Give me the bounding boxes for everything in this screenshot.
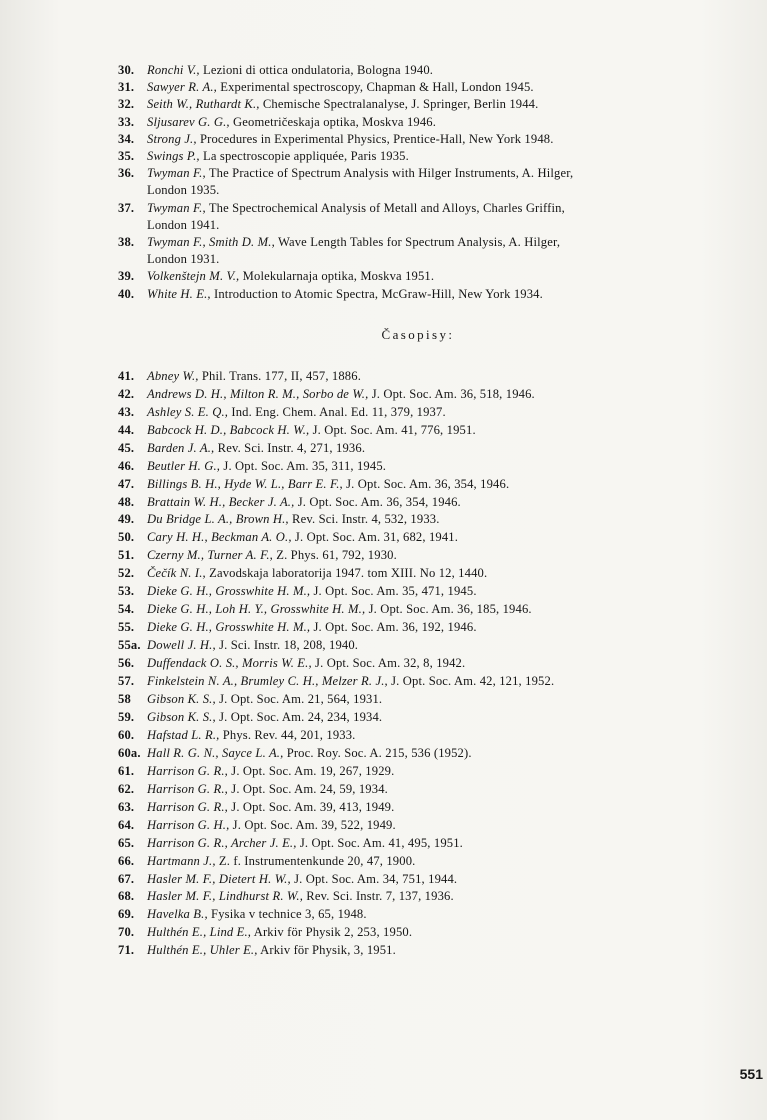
reference-authors: Volkenštejn M. V., <box>147 269 240 284</box>
reference-entry <box>118 619 758 637</box>
reference-body <box>147 547 758 565</box>
reference-body <box>147 368 758 386</box>
reference-number: 70. <box>118 925 135 940</box>
reference-number: 53. <box>118 584 135 599</box>
reference-entry <box>118 148 758 165</box>
reference-body <box>147 601 758 619</box>
reference-authors: Cary H. H., Beckman A. O., <box>147 530 292 545</box>
reference-details: Rev. Sci. Instr. 4, 271, 1936. <box>214 440 366 455</box>
reference-entry <box>118 458 758 476</box>
reference-entry <box>118 368 758 386</box>
reference-entry <box>118 234 758 268</box>
reference-body <box>147 691 758 709</box>
reference-details: J. Opt. Soc. Am. 35, 471, 1945. <box>310 584 477 599</box>
reference-number: 71. <box>118 943 135 958</box>
reference-body <box>147 619 758 637</box>
reference-number: 31. <box>118 80 135 95</box>
reference-details: J. Opt. Soc. Am. 36, 192, 1946. <box>310 620 477 635</box>
reference-body <box>147 200 758 234</box>
reference-details: J. Opt. Soc. Am. 34, 751, 1944. <box>290 871 458 886</box>
reference-body <box>147 148 758 165</box>
reference-authors: Ashley S. E. Q., <box>147 404 229 419</box>
reference-entry <box>118 691 758 709</box>
reference-details: J. Opt. Soc. Am. 32, 8, 1942. <box>311 656 466 671</box>
reference-entry <box>118 781 758 799</box>
reference-number: 36. <box>118 166 135 181</box>
reference-authors: Harrison G. R., <box>147 799 228 814</box>
reference-details: J. Opt. Soc. Am. 24, 59, 1934. <box>227 781 388 796</box>
reference-number: 66. <box>118 853 135 868</box>
reference-details: J. Opt. Soc. Am. 39, 522, 1949. <box>229 817 396 832</box>
reference-number: 54. <box>118 602 135 617</box>
reference-number: 67. <box>118 871 135 886</box>
reference-body <box>147 673 758 691</box>
reference-body <box>147 494 758 512</box>
reference-number: 61. <box>118 763 135 778</box>
reference-details: J. Opt. Soc. Am. 36, 354, 1946. <box>294 494 461 509</box>
reference-authors: Gibson K. S., <box>147 692 216 706</box>
reference-authors: Twyman F., Smith D. M., <box>147 235 275 250</box>
reference-body <box>147 96 758 113</box>
reference-authors: Seith W., Ruthardt K., <box>147 97 260 112</box>
reference-entry <box>118 200 758 234</box>
reference-entry <box>118 386 758 404</box>
reference-body <box>147 583 758 601</box>
reference-entry <box>118 888 758 906</box>
reference-details: The Spectrochemical Analysis of Metall and Alloys, Charles Griffin, <box>205 200 565 215</box>
reference-details: Procedures in Experimental Physics, Prentice-Hall, New York 1948. <box>196 131 554 146</box>
reference-entry <box>118 835 758 853</box>
reference-number: 44. <box>118 422 135 437</box>
reference-details: Ind. Eng. Chem. Anal. Ed. 11, 379, 1937. <box>228 404 446 419</box>
reference-details: Phil. Trans. 177, II, 457, 1886. <box>198 368 361 383</box>
reference-details: Wave Length Tables for Spectrum Analysis, A. Hilger, <box>274 235 561 250</box>
reference-authors: Sljusarev G. G., <box>147 114 230 129</box>
reference-continuation: London 1935. <box>147 183 220 198</box>
reference-authors: Hulthén E., Uhler E., <box>147 943 258 958</box>
reference-details: J. Opt. Soc. Am. 41, 495, 1951. <box>296 835 463 850</box>
reference-number: 34. <box>118 131 135 146</box>
reference-entry <box>118 268 758 285</box>
reference-entry <box>118 871 758 889</box>
reference-authors: Hall R. G. N., Sayce L. A., <box>147 745 284 760</box>
reference-authors: Finkelstein N. A., Brumley C. H., Melzer R. J., <box>147 674 388 689</box>
reference-number: 64. <box>118 817 135 832</box>
reference-details: Experimental spectroscopy, Chapman & Hall, London 1945. <box>216 80 534 95</box>
reference-authors: Swings P., <box>147 149 200 164</box>
reference-authors: Abney W., <box>147 368 199 383</box>
section-heading: Časopisy: <box>381 326 455 342</box>
reference-authors: Harrison G. R., <box>147 763 228 778</box>
reference-number: 55. <box>118 620 135 635</box>
reference-number: 60a. <box>118 745 141 760</box>
reference-details: Rev. Sci. Instr. 4, 532, 1933. <box>288 512 440 527</box>
reference-body <box>147 781 758 799</box>
reference-body <box>147 476 758 494</box>
reference-body <box>147 114 758 131</box>
reference-authors: Twyman F., <box>147 166 206 181</box>
reference-entry <box>118 601 758 619</box>
reference-details: J. Opt. Soc. Am. 19, 267, 1929. <box>227 763 395 778</box>
reference-authors: Hartmann J., <box>147 853 216 868</box>
reference-continuation: London 1941. <box>147 217 220 232</box>
reference-entry <box>118 673 758 691</box>
reference-details: J. Opt. Soc. Am. 24, 234, 1934. <box>215 709 383 724</box>
reference-entry <box>118 763 758 781</box>
reference-body <box>147 655 758 673</box>
reference-body <box>147 62 758 79</box>
reference-authors: Čečík N. I., <box>147 566 206 581</box>
reference-details: Fysika v technice 3, 65, 1948. <box>207 907 367 922</box>
reference-body <box>147 268 758 285</box>
reference-entry <box>118 529 758 547</box>
reference-details: J. Opt. Soc. Am. 31, 682, 1941. <box>291 530 459 545</box>
reference-details: Z. Phys. 61, 792, 1930. <box>272 548 397 563</box>
reference-body <box>147 888 758 906</box>
reference-entry <box>118 906 758 924</box>
reference-entry <box>118 853 758 871</box>
reference-authors: Dieke G. H., Grosswhite H. M., <box>147 584 311 599</box>
reference-number: 42. <box>118 386 135 401</box>
reference-entry <box>118 114 758 131</box>
reference-authors: Ronchi V., <box>147 63 200 77</box>
reference-body <box>147 458 758 476</box>
reference-authors: Dowell J. H., <box>147 638 216 653</box>
reference-details: Chemische Spectralanalyse, J. Springer, Berlin 1944. <box>259 97 539 112</box>
reference-list <box>118 62 758 960</box>
reference-authors: Czerny M., Turner A. F., <box>147 548 273 563</box>
reference-authors: Dieke G. H., Loh H. Y., Grosswhite H. M., <box>147 602 366 617</box>
reference-authors: Sawyer R. A., <box>147 80 217 95</box>
reference-number: 55a. <box>118 638 141 653</box>
reference-entry <box>118 817 758 835</box>
reference-details: J. Opt. Soc. Am. 35, 311, 1945. <box>220 458 387 473</box>
reference-details: The Practice of Spectrum Analysis with Hilger Instruments, A. Hilger, <box>205 166 574 181</box>
reference-details: Phys. Rev. 44, 201, 1933. <box>219 727 356 742</box>
reference-number: 50. <box>118 530 135 545</box>
reference-details: Zavodskaja laboratorija 1947. tom XIII. No 12, 1440. <box>205 566 488 581</box>
reference-details: J. Opt. Soc. Am. 36, 354, 1946. <box>342 476 510 491</box>
reference-body <box>147 511 758 529</box>
reference-number: 47. <box>118 476 135 491</box>
reference-body <box>147 234 758 268</box>
reference-authors: Hulthén E., Lind E., <box>147 925 252 940</box>
reference-number: 45. <box>118 440 135 455</box>
reference-authors: Gibson K. S., <box>147 709 216 724</box>
reference-authors: Babcock H. D., Babcock H. W., <box>147 422 310 437</box>
reference-body <box>147 131 758 148</box>
reference-body <box>147 709 758 727</box>
reference-number: 56. <box>118 656 135 671</box>
reference-number: 59. <box>118 709 135 724</box>
reference-number: 65. <box>118 835 135 850</box>
reference-details: Introduction to Atomic Spectra, McGraw-Hill, New York 1934. <box>210 286 543 301</box>
reference-details: J. Opt. Soc. Am. 42, 121, 1952. <box>387 674 555 689</box>
reference-authors: Billings B. H., Hyde W. L., Barr E. F., <box>147 476 343 491</box>
reference-authors: Harrison G. R., <box>147 781 228 796</box>
reference-body <box>147 79 758 96</box>
reference-details: Arkiv för Physik 2, 253, 1950. <box>251 925 413 940</box>
page-number: 551 <box>739 1066 763 1082</box>
reference-authors: White H. E., <box>147 286 211 301</box>
reference-body <box>147 799 758 817</box>
reference-details: Z. f. Instrumentenkunde 20, 47, 1900. <box>215 853 416 868</box>
reference-authors: Harrison G. R., Archer J. E., <box>147 835 297 850</box>
reference-authors: Barden J. A., <box>147 440 215 455</box>
reference-number: 58 <box>118 692 131 706</box>
reference-entry <box>118 547 758 565</box>
reference-entry <box>118 924 758 942</box>
reference-body <box>147 165 758 199</box>
reference-number: 30. <box>118 63 135 77</box>
reference-number: 43. <box>118 404 135 419</box>
reference-entry <box>118 727 758 745</box>
reference-entry <box>118 440 758 458</box>
reference-authors: Twyman F., <box>147 200 206 215</box>
reference-authors: Du Bridge L. A., Brown H., <box>147 512 289 527</box>
reference-details: J. Opt. Soc. Am. 41, 776, 1951. <box>309 422 476 437</box>
reference-body <box>147 529 758 547</box>
reference-authors: Harrison G. H., <box>147 817 230 832</box>
reference-entry <box>118 583 758 601</box>
reference-details: Proc. Roy. Soc. A. 215, 536 (1952). <box>283 745 472 760</box>
reference-details: J. Opt. Soc. Am. 21, 564, 1931. <box>215 692 383 706</box>
reference-details: J. Sci. Instr. 18, 208, 1940. <box>215 638 359 653</box>
reference-number: 40. <box>118 286 135 301</box>
reference-body <box>147 565 758 583</box>
reference-details: Molekularnaja optika, Moskva 1951. <box>239 269 435 284</box>
reference-details: J. Opt. Soc. Am. 36, 518, 1946. <box>368 386 535 401</box>
reference-entry <box>118 511 758 529</box>
reference-body <box>147 404 758 422</box>
reference-number: 60. <box>118 727 135 742</box>
reference-body <box>147 386 758 404</box>
reference-body <box>147 286 758 303</box>
reference-body <box>147 924 758 942</box>
reference-entry <box>118 637 758 655</box>
reference-number: 69. <box>118 907 135 922</box>
reference-authors: Havelka B., <box>147 907 208 922</box>
reference-entry <box>118 942 758 960</box>
reference-number: 48. <box>118 494 135 509</box>
reference-body <box>147 906 758 924</box>
reference-entry <box>118 745 758 763</box>
reference-entry <box>118 799 758 817</box>
reference-entry <box>118 286 758 303</box>
reference-details: J. Opt. Soc. Am. 39, 413, 1949. <box>227 799 395 814</box>
reference-number: 38. <box>118 235 135 250</box>
reference-number: 57. <box>118 674 135 689</box>
reference-body <box>147 745 758 763</box>
reference-details: Geometričeskaja optika, Moskva 1946. <box>229 114 437 129</box>
reference-body <box>147 637 758 655</box>
reference-number: 63. <box>118 799 135 814</box>
reference-entry <box>118 709 758 727</box>
reference-entry <box>118 96 758 113</box>
reference-details: Arkiv för Physik, 3, 1951. <box>257 943 396 958</box>
reference-number: 51. <box>118 548 135 563</box>
reference-authors: Duffendack O. S., Morris W. E., <box>147 656 312 671</box>
journal-references <box>118 368 758 960</box>
book-references <box>118 62 758 303</box>
reference-body <box>147 763 758 781</box>
reference-authors: Hasler M. F., Lindhurst R. W., <box>147 889 303 904</box>
reference-number: 62. <box>118 781 135 796</box>
reference-body <box>147 835 758 853</box>
reference-number: 37. <box>118 200 135 215</box>
reference-number: 33. <box>118 114 135 129</box>
reference-body <box>147 942 758 960</box>
reference-number: 46. <box>118 458 135 473</box>
reference-entry <box>118 79 758 96</box>
reference-number: 32. <box>118 97 135 112</box>
reference-details: J. Opt. Soc. Am. 36, 185, 1946. <box>365 602 532 617</box>
reference-number: 49. <box>118 512 135 527</box>
reference-entry <box>118 565 758 583</box>
reference-continuation: London 1931. <box>147 252 220 267</box>
reference-entry <box>118 476 758 494</box>
reference-number: 68. <box>118 889 135 904</box>
reference-entry <box>118 422 758 440</box>
reference-entry <box>118 404 758 422</box>
reference-body <box>147 422 758 440</box>
reference-entry <box>118 62 758 79</box>
reference-body <box>147 871 758 889</box>
reference-authors: Brattain W. H., Becker J. A., <box>147 494 295 509</box>
reference-number: 52. <box>118 566 135 581</box>
reference-authors: Dieke G. H., Grosswhite H. M., <box>147 620 311 635</box>
reference-details: Rev. Sci. Instr. 7, 137, 1936. <box>303 889 454 904</box>
reference-body <box>147 853 758 871</box>
reference-number: 41. <box>118 368 135 383</box>
reference-authors: Hafstad L. R., <box>147 727 220 742</box>
reference-entry <box>118 165 758 199</box>
reference-details: La spectroscopie appliquée, Paris 1935. <box>199 149 409 164</box>
reference-body <box>147 727 758 745</box>
reference-entry <box>118 655 758 673</box>
reference-authors: Strong J., <box>147 131 197 146</box>
reference-authors: Beutler H. G., <box>147 458 221 473</box>
reference-authors: Hasler M. F., Dietert H. W., <box>147 871 291 886</box>
reference-authors: Andrews D. H., Milton R. M., Sorbo de W., <box>147 386 369 401</box>
reference-entry <box>118 131 758 148</box>
reference-details: Lezioni di ottica ondulatoria, Bologna 1940. <box>199 63 434 77</box>
reference-body <box>147 440 758 458</box>
reference-number: 39. <box>118 269 135 284</box>
reference-body <box>147 817 758 835</box>
reference-entry <box>118 494 758 512</box>
reference-number: 35. <box>118 149 135 164</box>
